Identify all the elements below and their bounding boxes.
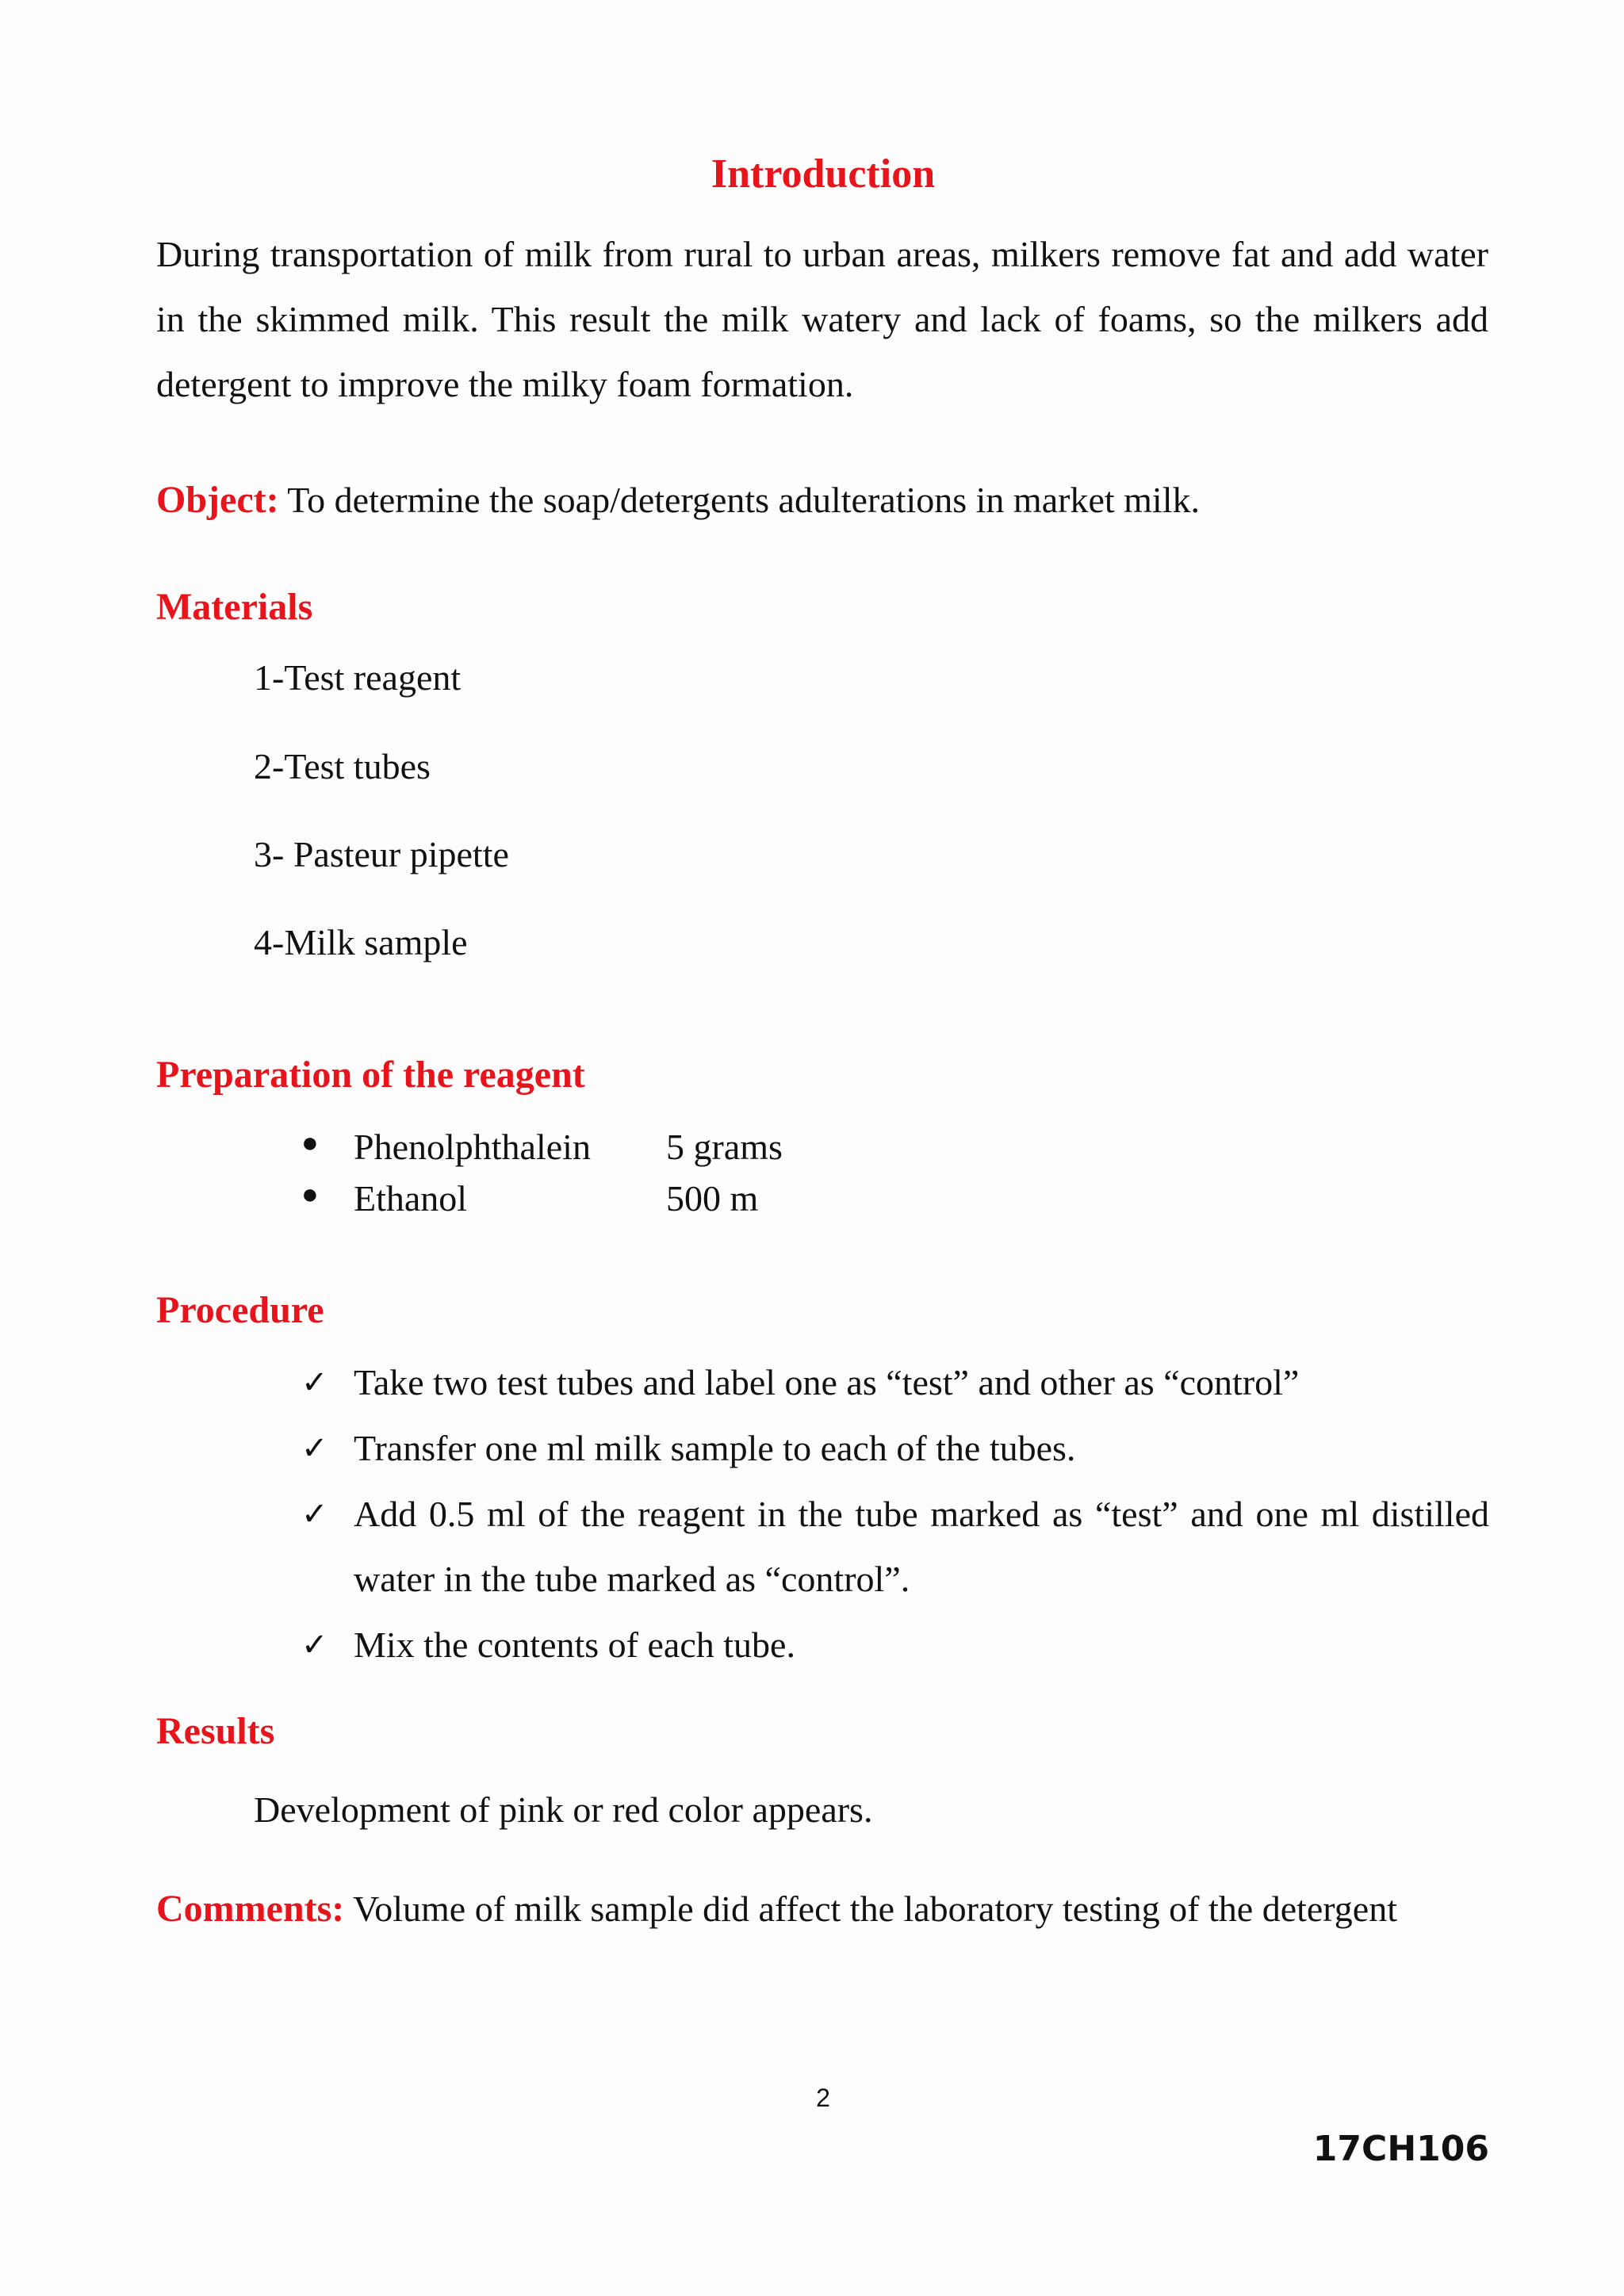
checkmark-icon: ✓ — [301, 1430, 328, 1467]
checkmark-icon: ✓ — [301, 1364, 328, 1401]
reagent-quantity: 500 m — [666, 1178, 759, 1219]
object-statement — [156, 468, 1504, 533]
object-text: To determine the soap/detergents adulterations in market milk. — [278, 480, 1200, 520]
page-number: 2 — [816, 2084, 830, 2112]
reagent-name: Phenolphthalein — [354, 1127, 591, 1167]
reagent-quantity: 5 grams — [666, 1127, 783, 1167]
preparation-heading: Preparation of the reagent — [156, 1054, 585, 1096]
bullet-icon: ● — [301, 1127, 319, 1158]
bullet-icon: ● — [301, 1178, 319, 1210]
document-code: 17CH106 — [1312, 2129, 1489, 2169]
materials-item: 1-Test reagent — [254, 657, 462, 698]
procedure-heading: Procedure — [156, 1289, 324, 1331]
page-title: Introduction — [710, 151, 936, 197]
comments-statement — [156, 1887, 1544, 1931]
reagent-name: Ethanol — [354, 1178, 468, 1219]
procedure-step-text: Mix the contents of each tube. — [354, 1624, 795, 1665]
comments-text: Volume of milk sample did affect the laboratory testing of the detergent — [344, 1888, 1397, 1929]
procedure-step-text: Add 0.5 ml of the reagent in the tube marked as “test” and one ml distilled water in the tube marked as “control”. — [354, 1494, 1489, 1599]
results-heading: Results — [156, 1710, 275, 1752]
object-label: Object: — [156, 479, 279, 521]
comments-label: Comments: — [156, 1888, 345, 1930]
intro-paragraph: During transportation of milk from rural to urban areas, milkers remove fat and add water in the skimmed milk. This result the milk watery and lack of foams, so the milkers add detergent to improve the milky foam formation. — [156, 234, 1488, 404]
materials-heading: Materials — [156, 586, 313, 628]
results-text: Development of pink or red color appears. — [254, 1789, 873, 1830]
materials-item: 2-Test tubes — [254, 746, 431, 786]
materials-item: 3- Pasteur pipette — [254, 834, 509, 874]
checkmark-icon: ✓ — [301, 1496, 328, 1533]
materials-item: 4-Milk sample — [254, 922, 468, 962]
checkmark-icon: ✓ — [301, 1627, 328, 1663]
procedure-step-text: Transfer one ml milk sample to each of the tubes. — [354, 1428, 1076, 1468]
procedure-step-text: Take two test tubes and label one as “test” and other as “control” — [354, 1362, 1300, 1402]
